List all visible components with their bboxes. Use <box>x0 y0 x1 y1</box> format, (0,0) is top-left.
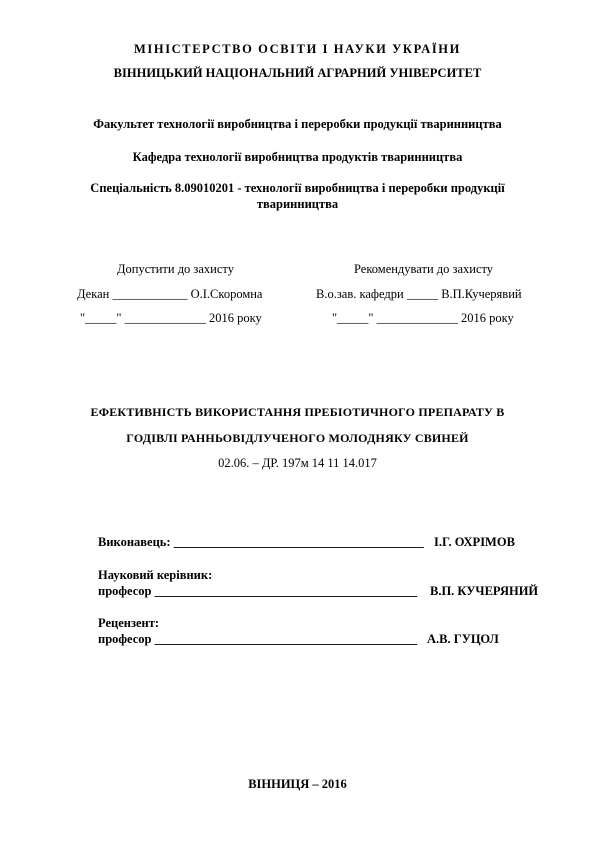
ministry-title: МІНІСТЕРСТВО ОСВІТИ І НАУКИ УКРАЇНИ <box>134 42 461 56</box>
reviewer-signature-line: __________________________________________ <box>154 632 418 646</box>
reviewer-label: Рецензент: <box>98 616 160 630</box>
thesis-title-line-2: ГОДІВЛІ РАННЬОВІДЛУЧЕНОГО МОЛОДНЯКУ СВИНЕЙ <box>126 431 469 445</box>
approval-left-date: "_____" _____________ 2016 року <box>80 311 262 325</box>
approval-right-date: "_____" _____________ 2016 року <box>332 311 514 325</box>
performer-signature-line: ________________________________________ <box>173 535 424 549</box>
performer-row <box>98 535 424 550</box>
city-year: ВІННИЦЯ – 2016 <box>248 777 347 791</box>
thesis-code: 02.06. – ДР. 197м 14 11 14.017 <box>218 456 377 470</box>
head-signature-line: В.о.зав. кафедри _____ В.П.Кучерявий <box>316 287 522 301</box>
specialty-line-2: тваринництва <box>256 197 339 211</box>
reviewer-position: професор <box>98 632 155 646</box>
faculty-name: Факультет технології виробництва і переробки продукції тваринництва <box>93 117 502 131</box>
specialty-line-1: Спеціальність 8.09010201 - технології виробництва і переробки продукції <box>90 181 505 195</box>
department-name: Кафедра технології виробництва продуктів тваринництва <box>132 150 463 164</box>
supervisor-position: професор <box>98 584 155 598</box>
performer-name: І.Г. ОХРІМОВ <box>434 535 515 549</box>
university-title: ВІННИЦЬКИЙ НАЦІОНАЛЬНИЙ АГРАРНИЙ УНІВЕРСИТЕТ <box>113 66 482 80</box>
supervisor-label: Науковий керівник: <box>98 568 213 582</box>
supervisor-name: В.П. КУЧЕРЯНИЙ <box>430 584 539 598</box>
dean-signature-line: Декан ____________ О.І.Скоромна <box>77 287 263 301</box>
supervisor-row <box>98 584 417 599</box>
thesis-title-line-1: ЕФЕКТИВНІСТЬ ВИКОРИСТАННЯ ПРЕБІОТИЧНОГО ПРЕПАРАТУ В <box>90 405 505 419</box>
approval-right-heading: Рекомендувати до захисту <box>354 262 494 276</box>
reviewer-name: А.В. ГУЦОЛ <box>427 632 499 646</box>
reviewer-row <box>98 632 417 647</box>
approval-left-heading: Допустити до захисту <box>117 262 234 276</box>
performer-label: Виконавець: <box>98 535 174 549</box>
supervisor-signature-line: __________________________________________ <box>154 584 418 598</box>
